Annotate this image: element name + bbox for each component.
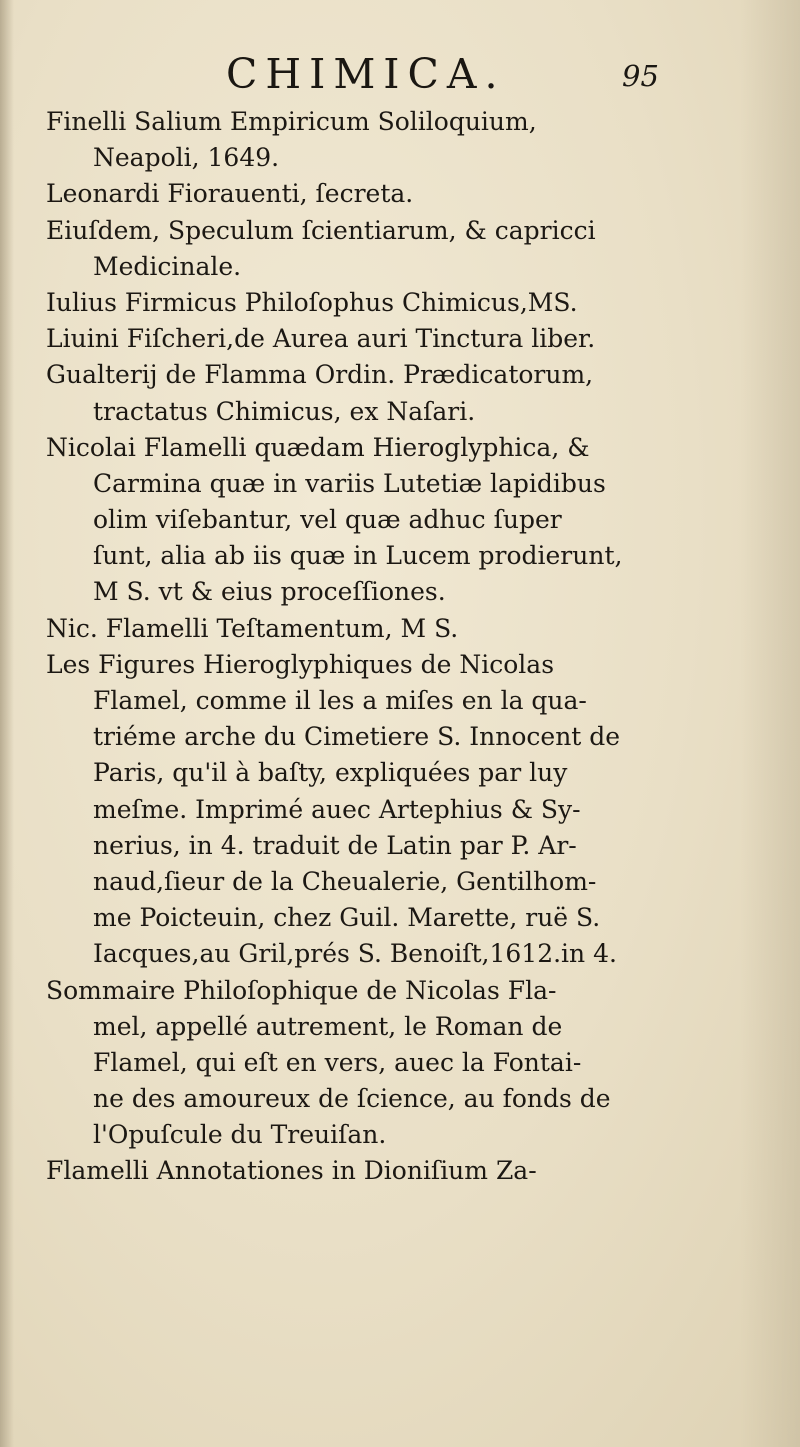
text-line: Iacques,au Gril,prés S. Benoiſt,1612.in 4. (93, 939, 617, 969)
text-line: Leonardi Fiorauenti, ſecreta. (46, 179, 414, 209)
text-line: Flamel, qui eſt en vers, auec la Fontai- (93, 1047, 582, 1077)
text-line: Neapoli, 1649. (93, 143, 280, 173)
text-line: Carmina quæ in variis Lutetiæ lapidibus (93, 468, 606, 498)
text-line: me Poicteuin, chez Guil. Marette, ruë S. (93, 903, 601, 933)
text-line: ne des amoureux de ſcience, au fonds de (93, 1084, 611, 1114)
text-line: olim viſebantur, vel quæ adhuc ſuper (93, 505, 562, 535)
text-line: naud,ſieur de la Cheualerie, Gentilhom- (93, 866, 597, 896)
text-line: Paris, qu'il à baſty, expliquées par luy (93, 758, 568, 788)
text-line: Liuini Fiſcheri,de Aurea auri Tinctura liber. (46, 324, 596, 354)
text-line: Iulius Firmicus Philoſophus Chimicus,MS. (46, 287, 578, 317)
text-line: M S. vt & eius proceſſiones. (93, 577, 446, 607)
text-line: Medicinale. (93, 251, 242, 281)
page-header (0, 44, 800, 104)
text-line: Flamel, comme il les a miſes en la qua- (93, 686, 587, 715)
text-line: Sommaire Philoſophique de Nicolas Fla- (46, 975, 557, 1005)
running-head: CHIMICA. (226, 50, 506, 98)
text-line: triéme arche du Cimetiere S. Innocent de (93, 722, 621, 752)
text-line: Nic. Flamelli Teſtamentum, M S. (46, 613, 459, 643)
text-line: Flamelli Annotationes in Dioniſium Za- (46, 1156, 537, 1186)
text-line: ſunt, alia ab iis quæ in Lucem prodierunt, (93, 541, 623, 571)
text-line: Nicolai Flamelli quædam Hieroglyphica, & (46, 432, 590, 462)
bibliography-text (46, 104, 696, 1190)
text-line: Gualterij de Flamma Ordin. Prædicatorum, (46, 360, 594, 390)
text-line: Finelli Salium Empiricum Soliloquium, (46, 107, 537, 136)
text-line: l'Opuſcule du Treuiſan. (93, 1120, 387, 1150)
text-line: tractatus Chimicus, ex Naſari. (93, 396, 476, 426)
text-line: mel, appellé autrement, le Roman de (93, 1011, 563, 1041)
text-line: nerius, in 4. traduit de Latin par P. Ar- (93, 830, 577, 860)
text-line: Les Figures Hieroglyphiques de Nicolas (46, 649, 555, 679)
text-line: Eiuſdem, Speculum ſcientiarum, & capricci (46, 215, 596, 245)
page-gutter-shadow (0, 0, 14, 1447)
page-edge-shade (740, 0, 800, 1447)
text-line: meſme. Imprimé auec Artephius & Sy- (93, 794, 581, 824)
page-number: 95 (622, 59, 659, 93)
